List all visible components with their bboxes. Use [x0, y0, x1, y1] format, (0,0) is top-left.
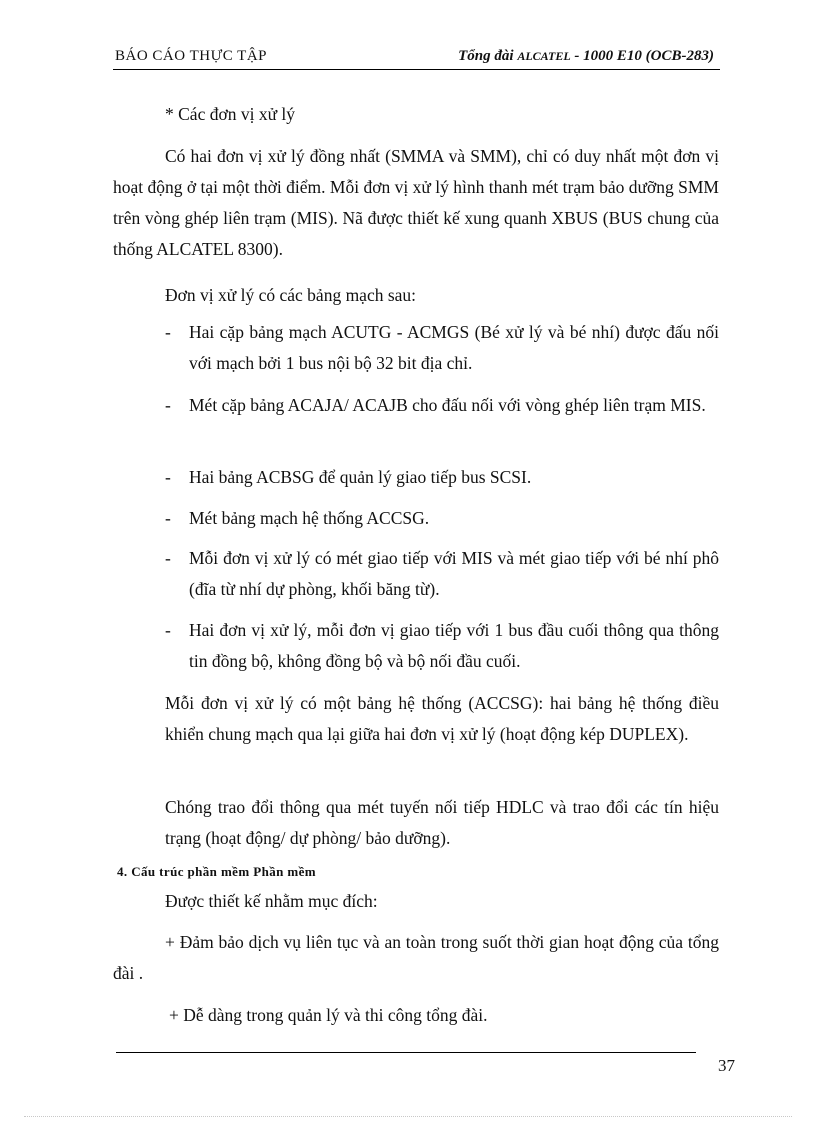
- header-document-title: [458, 48, 714, 65]
- bullet-dash: -: [165, 467, 171, 487]
- page-bottom-border: [24, 1115, 792, 1117]
- bullet-dash: -: [165, 395, 171, 415]
- page-header: [113, 48, 720, 70]
- list-item: [113, 543, 719, 605]
- list-item-text: Hai bảng ACBSG để quản lý giao tiếp bus SCSI.: [189, 467, 532, 487]
- paragraph-system-board: Mỗi đơn vị xử lý có một bảng hệ thống (ACCSG): hai bảng hệ thống điều khiển chung mạch qua lại giữa hai đơn vị xử lý (hoạt động kép DUPLEX).: [165, 693, 719, 744]
- list-item-text: Hai đơn vị xử lý, mỗi đơn vị giao tiếp với 1 bus đầu cuối thông qua thông tin đồng bộ, không đồng bộ và bộ nối đầu cuối.: [189, 620, 719, 671]
- paragraph-purpose-management: + Dễ dàng trong quản lý và thi công tổng đài.: [169, 1005, 488, 1025]
- list-item: [113, 615, 719, 677]
- bullet-dash: -: [165, 620, 171, 640]
- bullet-dash: -: [165, 322, 171, 342]
- header-right-prefix: Tổng đài: [458, 48, 518, 64]
- footer-divider: [116, 1052, 696, 1053]
- list-item-text: Mỗi đơn vị xử lý có mét giao tiếp với MIS và mét giao tiếp với bé nhí phô (đĩa từ nhí dự phòng, khối băng từ).: [189, 548, 719, 599]
- header-report-title: BÁO CÁO THỰC TẬP: [115, 48, 268, 64]
- processing-units-heading: * Các đơn vị xử lý: [165, 104, 296, 124]
- list-item: [113, 390, 719, 421]
- list-item: [113, 317, 719, 379]
- list-item: [113, 462, 719, 493]
- paragraph-design-purpose: Được thiết kế nhằm mục đích:: [165, 891, 378, 911]
- header-right-suffix: - 1000 E10 (OCB-283): [570, 48, 714, 64]
- paragraph-purpose-continuity: + Đảm bảo dịch vụ liên tục và an toàn trong suốt thời gian hoạt động của tổng đài .: [113, 932, 719, 983]
- list-item-text: Mét cặp bảng ACAJA/ ACAJB cho đấu nối với vòng ghép liên trạm MIS.: [189, 395, 706, 415]
- paragraph-intro: Có hai đơn vị xử lý đồng nhất (SMMA và SMM), chỉ có duy nhất một đơn vị hoạt động ở tại một thời điểm. Mỗi đơn vị xử lý hình thanh mét trạm bảo dưỡng SMM trên vòng ghép liên trạm (MIS). Nã được thiết kế xung quanh XBUS (BUS chung của thống ALCATEL 8300).: [113, 146, 719, 259]
- paragraph-board-list-intro: Đơn vị xử lý có các bảng mạch sau:: [165, 285, 417, 305]
- list-item-text: Mét bảng mạch hệ thống ACCSG.: [189, 508, 430, 528]
- list-item-text: Hai cặp bảng mạch ACUTG - ACMGS (Bé xử lý và bé nhí) được đấu nối với mạch bởi 1 bus nội bộ 32 bit địa chỉ.: [189, 322, 719, 373]
- section-title-software-structure: 4. Cấu trúc phần mềm Phần mềm: [117, 864, 317, 879]
- header-right-brand: ALCATEL: [517, 49, 571, 63]
- paragraph-hdlc: Chóng trao đổi thông qua mét tuyến nối tiếp HDLC và trao đổi các tín hiệu trạng (hoạt động/ dự phòng/ bảo dưỡng).: [165, 797, 719, 848]
- page-number: 37: [718, 1056, 735, 1075]
- bullet-dash: -: [165, 508, 171, 528]
- bullet-dash: -: [165, 548, 171, 568]
- list-item: [113, 503, 719, 534]
